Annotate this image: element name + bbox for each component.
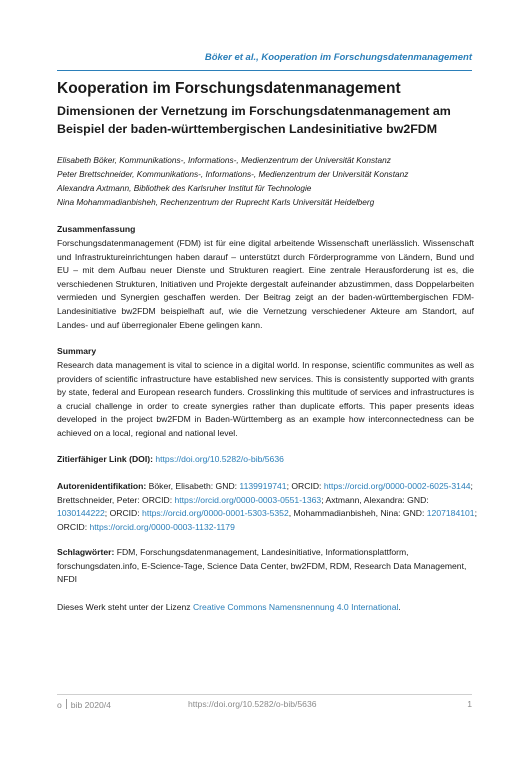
keywords-label: Schlagwörter: [57,547,115,557]
license-line [57,601,477,615]
gnd-link[interactable]: 1207184101 [426,508,475,519]
orcid-link[interactable]: https://orcid.org/0000-0001-5303-5352 [142,508,289,519]
author-id-text: ; [321,494,326,505]
journal-logo-divider [66,699,67,709]
author-id-text: , [288,508,294,519]
abstract-de-text: Forschungsdatenmanagement (FDM) ist für eine digital arbeitende Wissenschaft unerlässlich. Wissenschaft und Infrastruktureinrichtungen haben darauf – unterstützt durch Förderprogramme von Ländern, Bund und EU – mit dem Aufbau neuer Dienste und Strukturen reagiert. Eine zentrale Herausforderung ist es, die verschiedenen Strukturen, Initiativen und Projekte dergestalt aufeinander abzustimmen, dass Doppelarbeiten vermieden und Synergien geschaffen werden. Der Beitrag zeigt an der baden-württembergischen FDM-Landesinitiative bw2FDM beispielhaft auf, wie die Vernetzung verschiedener Akteure am Standort, auf Landes- und auf überregionaler Ebene gelingen kann. [57,238,474,330]
journal-logo-o: o [57,700,62,710]
author-id-text: ; ORCID: [57,508,477,532]
keywords-text: FDM, Forschungsdatenmanagement, Landesinitiative, Informationsplattform, forschungsdaten.info, E-Science-Tage, Science Data Center, bw2FDM, RDM, Research Data Management, NFDI [57,547,467,585]
abstract-en-text: Research data management is vital to science in a digital world. In response, scientific communites as well as providers of scientific infrastructure have established new services. This is consistently supported with grants by state, federal and European research funders. Crosslinking this multitude of services and infrastructures is a crucial challenge in order to create synergies rather than duplicate efforts. This paper presents ideas developed in the project bw2FDM in Baden-Württemberg as an example how interconnectedness can be achieved on a local, regional and national level. [57,360,474,438]
footer-journal [57,699,111,710]
running-head: Böker et al., Kooperation im Forschungsdatenmanagement [204,52,472,63]
license-link[interactable]: Creative Commons Namensnennung 4.0 International [192,602,399,612]
gnd-link[interactable]: 1139919741 [239,481,287,491]
footer-doi[interactable]: https://doi.org/10.5282/o-bib/5636 [188,699,317,709]
author-affiliation: Nina Mohammadianbisheh, Rechenzentrum der Ruprecht Karls Universität Heidelberg [57,197,375,207]
orcid-link[interactable]: https://orcid.org/0000-0003-1132-1179 [89,521,235,532]
author-id-text: ; [470,481,473,491]
author-list [57,153,477,209]
license-text: Dieses Werk steht unter der Lizenz [57,602,193,612]
orcid-link[interactable]: https://orcid.org/0000-0002-6025-3144 [323,481,471,491]
page-number: 1 [467,699,472,709]
doi-link[interactable]: https://doi.org/10.5282/o-bib/5636 [155,454,284,464]
orcid-link[interactable]: https://orcid.org/0000-0003-0551-1363 [174,494,322,505]
keywords-line [57,546,477,587]
journal-issue: bib 2020/4 [70,700,111,710]
author-id-text: ; ORCID: [286,481,324,491]
article-subtitle: Dimensionen der Vernetzung im Forschungsdatenmanagement am Beispiel der baden-württembergischen Landesinitiative bw2FDM [57,104,451,136]
citation-label: Zitierfähiger Link (DOI): [57,454,153,464]
author-id-text: Böker, Elisabeth: GND: [146,481,240,491]
license-suffix: . [398,602,401,612]
author-id-text: ; ORCID: [104,508,143,519]
author-id-text: Mohammadianbisheh, Nina: GND: [293,508,427,519]
article-title: Kooperation im Forschungsdatenmanagement [57,80,401,97]
author-id-label: Autorenidentifikation: [57,481,147,491]
author-affiliation: Alexandra Axtmann, Bibliothek des Karlsruher Institut für Technologie [57,183,312,193]
abstract-en-heading: Summary [57,346,97,356]
author-affiliation: Peter Brettschneider, Kommunikations-, Informations-, Medienzentrum der Universität Konstanz [57,169,409,179]
author-id-text: Brettschneider, Peter: ORCID: [57,494,175,505]
header-rule [57,70,472,71]
citation-line [57,453,477,467]
abstract-de-heading: Zusammenfassung [57,224,136,234]
author-affiliation: Elisabeth Böker, Kommunikations-, Informations-, Medienzentrum der Universität Konstanz [57,155,391,165]
footer-rule [57,694,472,695]
author-identification [57,480,479,534]
gnd-link[interactable]: 1030144222 [57,508,105,519]
author-id-text: Axtmann, Alexandra: GND: [325,494,429,505]
